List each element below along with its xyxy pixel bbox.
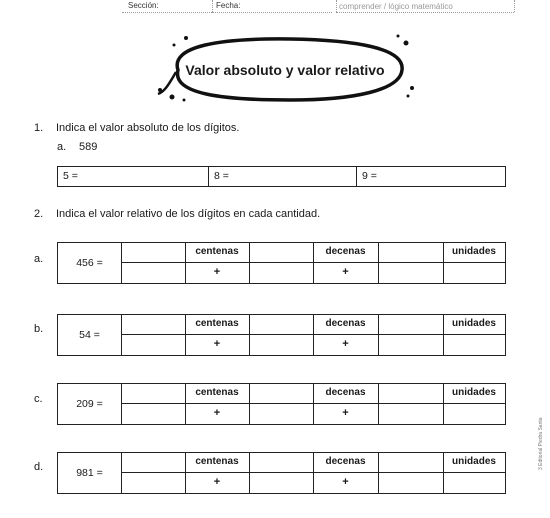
plus-sign: + (342, 266, 349, 278)
page-title: Valor absoluto y valor relativo (185, 62, 385, 78)
header-separator (514, 0, 515, 12)
relative-value-table (57, 242, 506, 284)
quantity-label: 456 = (76, 257, 103, 269)
header-separator (212, 0, 213, 12)
header-unidades: unidades (452, 246, 496, 257)
quantity-label: 981 = (76, 467, 103, 479)
header-decenas: decenas (325, 318, 366, 329)
relative-value-table (57, 383, 506, 425)
section-label: Sección: (128, 1, 159, 10)
plus-sign: + (342, 407, 349, 419)
header-rule-1 (122, 12, 212, 13)
header-centenas: centenas (195, 246, 239, 257)
row-letter: d. (34, 461, 44, 473)
row-letter: b. (34, 323, 44, 335)
header-centenas: centenas (195, 318, 239, 329)
plus-sign: + (213, 266, 221, 278)
header-separator (336, 0, 337, 12)
relative-value-table (57, 314, 506, 356)
absolute-value-cell[interactable]: 8 = (208, 167, 356, 186)
plus-sign: + (342, 338, 349, 350)
absolute-value-cell[interactable]: 5 = (63, 170, 78, 182)
header-decenas: decenas (325, 246, 366, 257)
header-rule-2 (212, 12, 332, 13)
plus-sign: + (213, 476, 221, 488)
question-1-text: Indica el valor absoluto de los dígitos. (56, 122, 240, 134)
header-unidades: unidades (452, 387, 496, 398)
header-rule-3 (336, 12, 514, 13)
header-subtitle: comprender / lógico matemático (339, 2, 453, 11)
absolute-value-cell[interactable]: 9 = (356, 167, 505, 186)
row-letter: c. (34, 393, 43, 405)
plus-sign: + (342, 476, 349, 488)
question-2-number: 2. (34, 208, 44, 220)
relative-value-table (57, 452, 506, 494)
absolute-value-table (57, 166, 506, 187)
header-decenas: decenas (325, 456, 366, 467)
header-unidades: unidades (452, 456, 496, 467)
publisher-credit: 3 Editorial Piedra Santa (538, 417, 544, 470)
header-centenas: centenas (195, 387, 239, 398)
question-1a-letter: a. (57, 141, 67, 153)
header-unidades: unidades (452, 318, 496, 329)
header-centenas: centenas (195, 456, 239, 467)
question-1a-value: 589 (79, 141, 98, 153)
row-letter: a. (34, 253, 44, 265)
question-1-number: 1. (34, 122, 44, 134)
question-2-text: Indica el valor relativo de los dígitos en cada cantidad. (56, 208, 321, 220)
plus-sign: + (213, 338, 221, 350)
date-label: Fecha: (216, 1, 241, 10)
quantity-label: 54 = (79, 329, 100, 341)
plus-sign: + (213, 407, 221, 419)
header-decenas: decenas (325, 387, 366, 398)
quantity-label: 209 = (76, 398, 103, 410)
